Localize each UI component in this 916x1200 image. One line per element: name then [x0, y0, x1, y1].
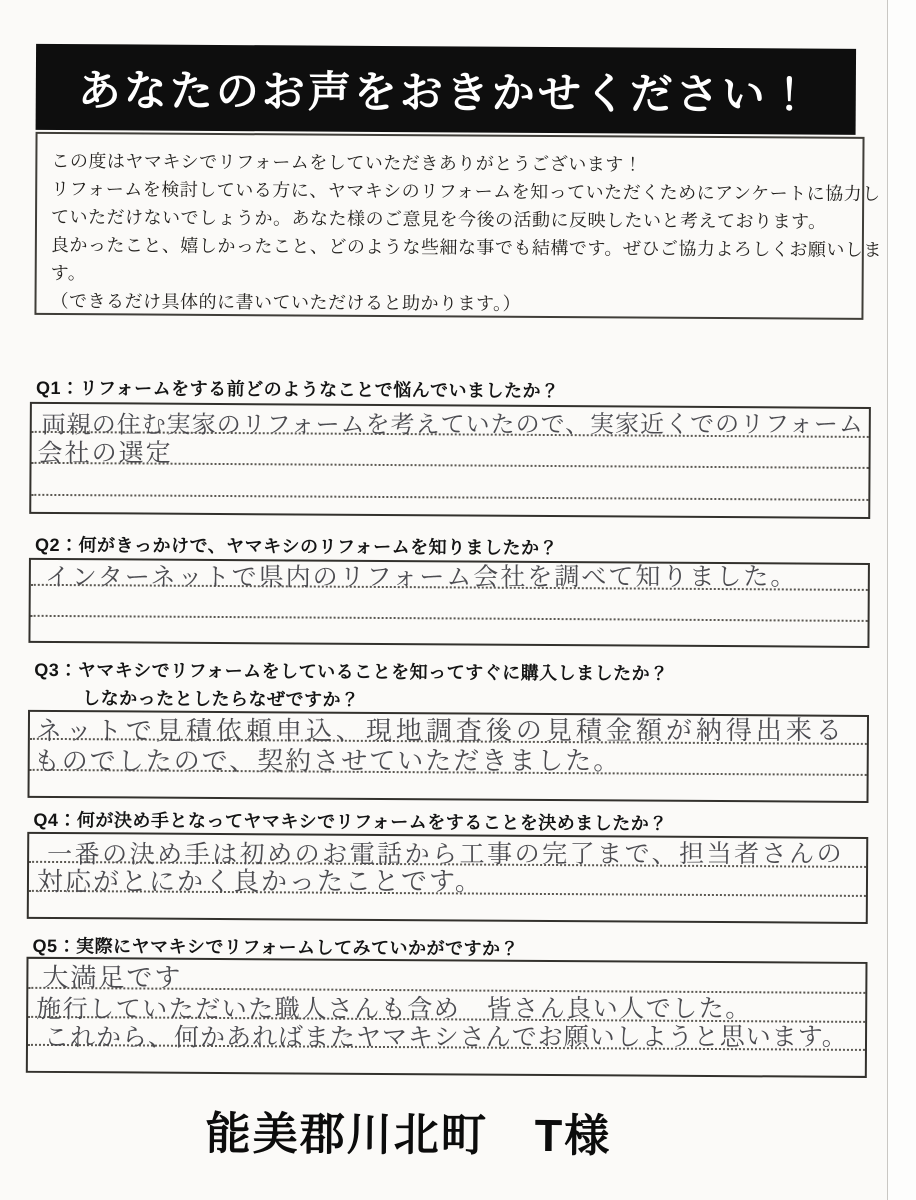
handwritten-answer-line: 両親の住む実家のリフォームを考えていたので、実家近くでのリフォーム [41, 410, 864, 439]
intro-line: す。 [50, 262, 87, 284]
footer [0, 1096, 910, 1167]
handwritten-answer-line: ネットで見積依頼申込、現地調査後の見積金額が納得出来る [35, 715, 846, 747]
question-1-label: Q1：リフォームをする前どのようなことで悩んでいましたか？ [35, 377, 560, 402]
question-4-label: Q4：何が決め手となってヤマキシでリフォームをすることを決めましたか？ [33, 809, 668, 834]
ruled-line [30, 771, 867, 801]
question-3-label: Q3：ヤマキシでリフォームをしていることを知ってすぐに購入しましたか？ [34, 659, 669, 684]
ruled-line [30, 740, 867, 776]
ruled-line [31, 464, 868, 501]
handwritten-answer-line: 施行していただいた職人さんも含め 皆さん良い人でした。 [36, 993, 752, 1024]
page-title: あなたのお声をおきかせください！ [77, 66, 814, 120]
ruled-line [29, 892, 866, 922]
handwritten-answer-line: インターネットで県内のリフォーム会社を調べて知りました。 [44, 561, 798, 592]
header-banner [36, 44, 857, 135]
intro-line: ていただけないでしょうか。あなた様のご意見を今後の活動に反映したいと考えております。 [50, 206, 827, 232]
ruled-line [32, 433, 869, 469]
intro-box [34, 132, 882, 320]
question-2-answer-box [28, 558, 870, 648]
handwritten-answer-line: 会社の選定 [37, 438, 173, 468]
question-3-label-line2: しなかったとしたらなぜですか？ [82, 688, 360, 710]
question-3-answer-box [27, 710, 869, 803]
intro-line: （できるだけ具体的に書いていただけると助かります。） [50, 290, 522, 314]
handwritten-answer-line: 一番の決め手は初めのお電話から工事の完了まで、担当者さんの [47, 839, 845, 869]
ruled-line [28, 1046, 865, 1076]
handwritten-answer-line: 対応がとにかく良かったことです。 [36, 867, 483, 898]
question-5-answer-box [26, 957, 868, 1078]
scan-edge-line [887, 0, 888, 1200]
customer-name: 能美郡川北町 T様 [205, 1107, 612, 1162]
question-5-label: Q5：実際にヤマキシでリフォームしてみていかがですか？ [32, 935, 520, 959]
intro-line: この度はヤマキシでリフォームをしていただきありがとうございます！ [51, 150, 643, 175]
intro-line: 良かったこと、嬉しかったこと、どのような些細な事でも結構です。ぜひご協力よろしくお願いしま [50, 234, 882, 261]
ruled-line [31, 586, 868, 622]
handwritten-answer-line: ものでしたので、契約させていただきました。 [33, 746, 622, 777]
scan-edge-band [888, 0, 916, 1200]
question-1-answer-box [29, 402, 871, 519]
question-2-label: Q2：何がきっかけで、ヤマキシのリフォームを知りましたか？ [34, 534, 559, 559]
handwritten-answer-line: これから、何かあればまたヤマキシさんでお願いしようと思います。 [44, 1022, 848, 1052]
intro-line: リフォームを検討している方に、ヤマキシのリフォームを知っていただくためにアンケートに協力し [51, 178, 881, 205]
handwritten-answer-line: 大満足です [42, 963, 183, 994]
ruled-line [30, 617, 867, 646]
question-4-answer-box [27, 832, 869, 924]
